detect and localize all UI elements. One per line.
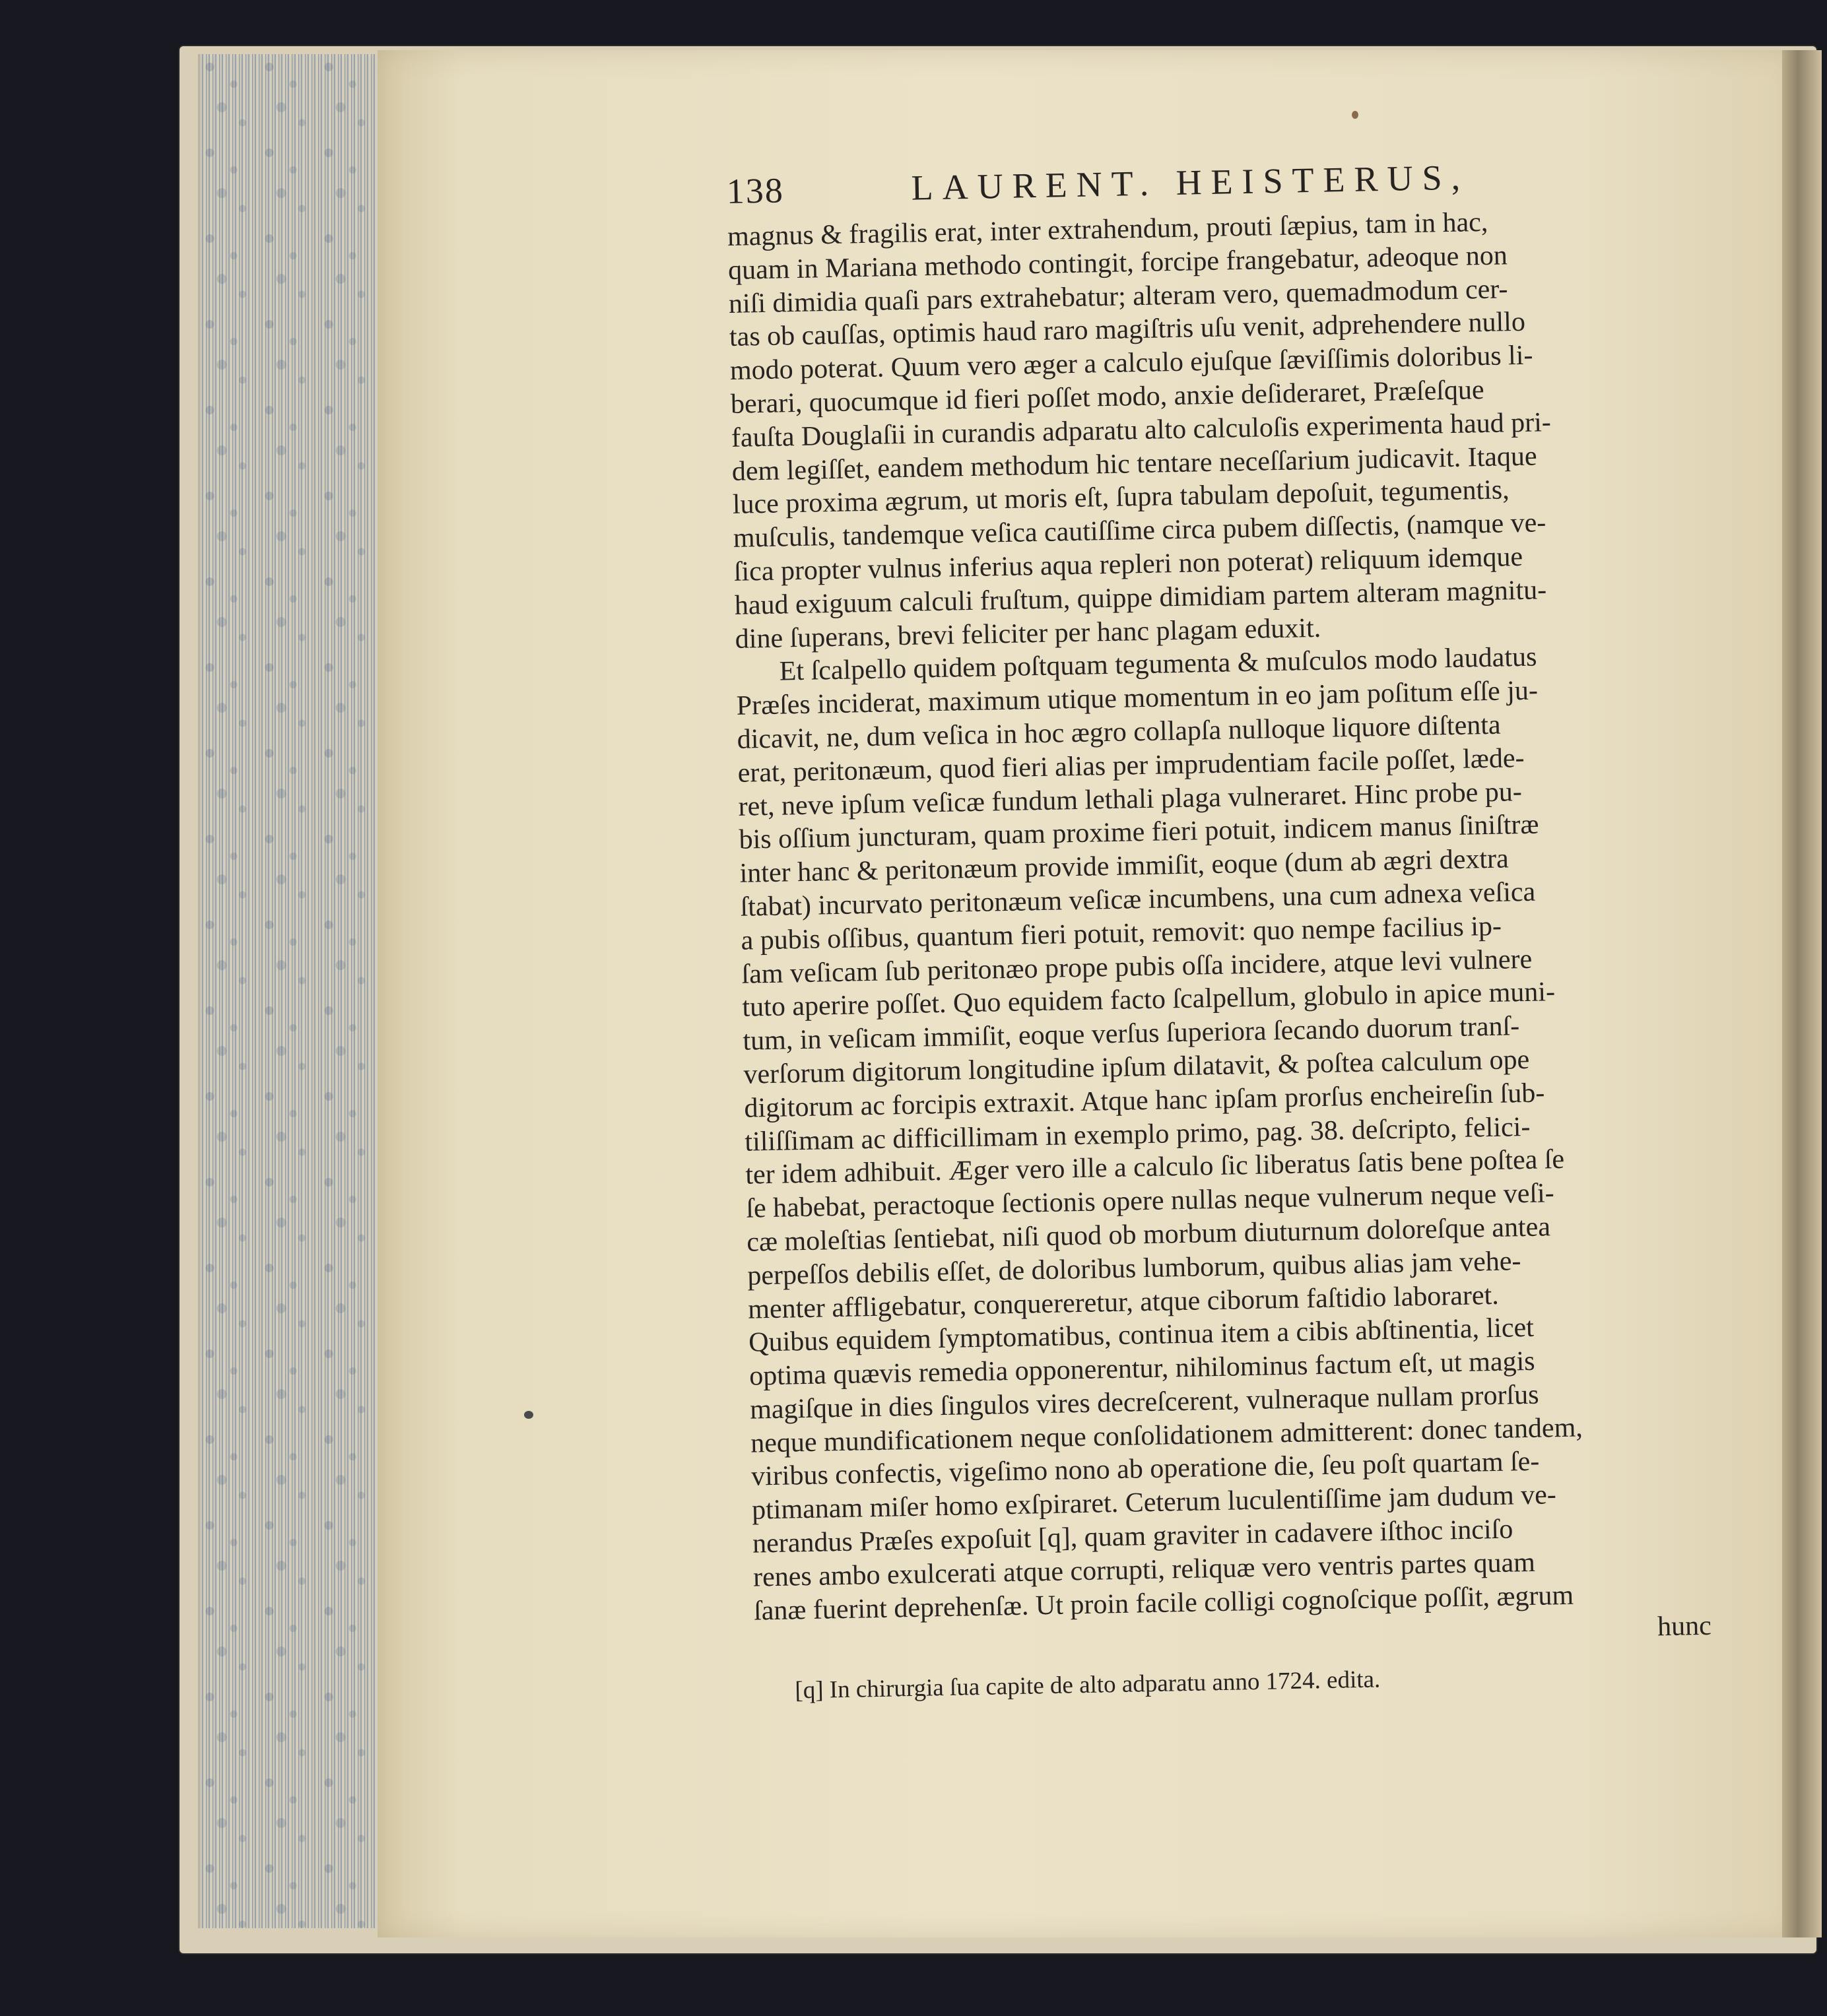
text-line: dine ſuperans, brevi feliciter per hanc plagam eduxit. <box>735 612 1321 655</box>
text-line: luce proxima ægrum, ut moris eſt, ſupra tabulam depoſuit, tegumentis, <box>732 474 1510 521</box>
text-line: ret, neve ipſum veſicæ fundum lethali plaga vulneraret. Hinc probe pu- <box>738 776 1523 822</box>
text-line: verſorum digitorum longitudine ipſum dilatavit, & poſtea calculum ope <box>743 1044 1530 1090</box>
text-line: a pubis oſſibus, quantum fieri potuit, removit: quo nempe facilius ip- <box>741 911 1502 956</box>
text-line: Præſes inciderat, maximum utique momentum in eo jam poſitum eſſe ju- <box>736 675 1539 722</box>
running-head-title: LAURENT. HEISTERUS, <box>911 157 1470 208</box>
text-line: renes ambo exulcerati atque corrupti, reliquæ vero ventris partes quam <box>752 1547 1536 1593</box>
text-line: tum, in veſicam immiſit, eoque verſus ſuperiora ſecando duorum tranſ- <box>743 1011 1520 1057</box>
text-line: ſtabat) incurvato peritonæum veſicæ incumbens, una cum adnexa veſica <box>740 876 1536 923</box>
text-line: ter idem adhibuit. Æger vero ille a calculo ſic liberatus ſatis bene poſtea ſe <box>745 1144 1565 1191</box>
text-line: neque mundificationem neque conſolidationem admitterent: donec tandem, <box>750 1412 1583 1459</box>
body-text <box>727 202 1712 1662</box>
text-line: bis oſſium juncturam, quam proxime fieri potuit, indicem manus ſiniſtræ <box>739 809 1539 856</box>
text-line: viribus confectis, vigeſimo nono ab operatione die, ſeu poſt quartam ſe- <box>750 1447 1540 1493</box>
text-line: ptimanam miſer homo exſpiraret. Ceterum luculentiſſime jam dudum ve- <box>751 1479 1557 1526</box>
text-line: magnus & fragilis erat, inter extrahendum, prouti ſæpius, tam in hac, <box>727 207 1488 252</box>
book-gutter <box>1782 50 1822 1937</box>
footnote: [q] In chirurgia ſua capite de alto adparatu anno 1724. edita. <box>795 1666 1381 1705</box>
text-line: ſica propter vulnus inferius aqua repleri non poterat) reliquum idemque <box>733 541 1523 587</box>
text-line: menter affligebatur, conquereretur, atque ciborum faſtidio laboraret. <box>747 1280 1500 1325</box>
text-line: niſi dimidia quaſi pars extrahebatur; alteram vero, quemadmodum cer- <box>728 273 1508 319</box>
page-text <box>726 146 1713 1708</box>
text-line: ſe habebat, peractoque ſectionis opere nullas neque vulnerum neque veſi- <box>745 1178 1555 1224</box>
text-line: erat, peritonæum, quod fieri alias per imprudentiam facile poſſet, læde- <box>737 742 1525 789</box>
text-line: muſculis, tandemque veſica cautiſſime circa pubem diſſectis, (namque ve- <box>733 507 1546 554</box>
text-line: modo poterat. Quum vero æger a calculo ejuſque ſæviſſimis doloribus li- <box>729 340 1533 387</box>
text-line: nerandus Præſes expoſuit [q], quam graviter in cadavere iſthoc inciſo <box>752 1514 1513 1559</box>
text-line: dem legiſſet, eandem methodum hic tentare neceſſarium judicavit. Itaque <box>731 441 1538 487</box>
text-line: fauſta Douglaſii in curandis adparatu alto calculoſis experimenta haud pri- <box>731 406 1552 453</box>
text-line: tuto aperire poſſet. Quo equidem facto ſcalpellum, globulo in apice muni- <box>742 977 1556 1024</box>
paragraph-first-line: Et ſcalpello quidem poſtquam tegumenta & muſculos modo laudatus <box>779 641 1537 687</box>
catchword: hunc <box>1657 1611 1712 1642</box>
text-line: digitorum ac forcipis extraxit. Atque hanc ipſam prorſus encheireſin ſub- <box>744 1078 1545 1124</box>
page-number: 138 <box>726 170 785 211</box>
text-line: inter hanc & peritonæum provide immiſit, eoque (dum ab ægri dextra <box>739 843 1510 889</box>
text-line: perpeſſos debilis eſſet, de doloribus lumborum, quibus alias jam vehe- <box>747 1245 1521 1291</box>
text-line: haud exiguum calculi fruſtum, quippe dimidiam partem alteram magnitu- <box>734 575 1547 621</box>
text-line: ſanæ fuerint deprehenſæ. Ut proin facile colligi cognoſcique poſſit, ægrum <box>753 1580 1574 1627</box>
text-line: dicavit, ne, dum veſica in hoc ægro collapſa nulloque liquore diſtenta <box>737 709 1501 755</box>
page-fore-edge-speckle <box>198 54 378 1928</box>
text-line: tiliſſimam ac difficillimam in exemplo primo, pag. 38. deſcripto, felici- <box>744 1111 1531 1157</box>
text-line: cæ moleſtias ſentiebat, niſi quod ob morbum diuturnum doloreſque antea <box>746 1212 1551 1258</box>
text-line: magiſque in dies ſingulos vires decreſcerent, vulneraque nullam prorſus <box>749 1379 1539 1425</box>
text-line: quam in Mariana methodo contingit, forcipe frangebatur, adeoque non <box>727 240 1508 286</box>
text-line: Quibus equidem ſymptomatibus, continua item a cibis abſtinentia, licet <box>748 1313 1535 1358</box>
text-line: optima quævis remedia opponerentur, nihilominus factum eſt, ut magis <box>748 1346 1535 1392</box>
ink-dot <box>1352 111 1358 119</box>
text-line: ſam veſicam ſub peritonæo prope pubis oſſa incidere, atque levi vulnere <box>741 944 1533 990</box>
text-line: berari, quocumque id fieri poſſet modo, anxie deſideraret, Præſeſque <box>730 375 1484 420</box>
ink-dot <box>524 1411 533 1419</box>
text-line: tas ob cauſſas, optimis haud raro magiſtris uſu venit, adprehendere nullo <box>729 307 1526 353</box>
